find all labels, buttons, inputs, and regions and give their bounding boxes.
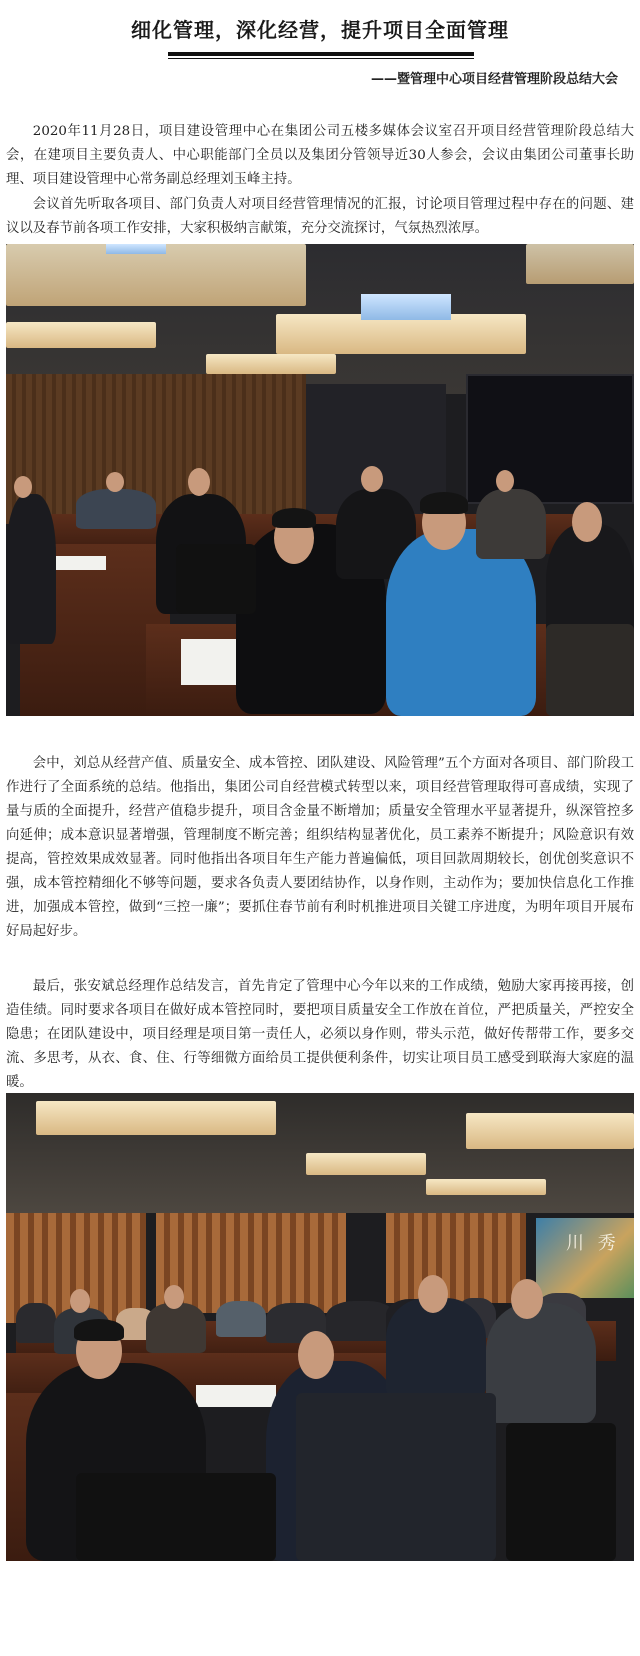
title-rule-thin bbox=[168, 58, 474, 59]
paragraph-1: 2020年11月28日，项目建设管理中心在集团公司五楼多媒体会议室召开项目经营管理阶段总结大会，在建项目主要负责人、中心职能部门全员以及集团分管领导近30人参会，会议由集团公司董事长助理、项目建设管理中心常务副总经理刘玉峰主持。 bbox=[6, 124, 634, 187]
paragraph-3: 会中，刘总从经营产值、质量安全、成本管控、团队建设、风险管理”五个方面对各项目、部门阶段工作进行了全面系统的总结。他指出，集团公司自经营模式转型以来，项目经营管理取得可喜成绩，实现了量与质的全面提升，经营产值稳步提升，项目含金量不断增加；质量安全管理水平显著提升，纵深管控多向延伸；成本意识显著增强，管理制度不断完善；组织结构显著优化，员工素养不断提升；风险意识有效提高，管控效果成效显著。同时他指出各项目年生产能力普遍偏低，项目回款周期较长，创优创奖意识不强，成本管控精细化不够等问题，要求各负责人要团结协作，以身作则，主动作为；要加快信息化工作推进，加强成本管控，做到“三控一廉”；要抓住春节前有利时机推进项目关键工序进度，为明年项目开展布好局起好步。 bbox=[6, 756, 634, 939]
meeting-photo-1 bbox=[6, 244, 634, 716]
title-rule-thick bbox=[168, 52, 474, 56]
article-subtitle: ——暨管理中心项目经营管理阶段总结大会 bbox=[370, 72, 618, 87]
meeting-photo-2 bbox=[6, 1093, 634, 1561]
paragraph-2: 会议首先听取各项目、部门负责人对项目经营管理情况的汇报，讨论项目管理过程中存在的问题、建议以及春节前各项工作安排，大家积极纳言献策，充分交流探讨，气氛热烈浓厚。 bbox=[6, 197, 634, 236]
mural-text: 川 秀 bbox=[566, 1233, 620, 1254]
paragraph-4: 最后，张安斌总经理作总结发言，首先肯定了管理中心今年以来的工作成绩，勉励大家再接再接，创造佳绩。同时要求各项目在做好成本管控同时，要把项目质量安全工作放在首位，严把质量关，严控安全隐患；在团队建设中，项目经理是项目第一责任人，必须以身作则，带头示范，做好传帮带工作，要多交流、多思考，从衣、食、住、行等细微方面给员工提供便利条件，切实让项目员工感受到联海大家庭的温暖。 bbox=[6, 979, 634, 1090]
article-title: 细化管理，深化经营，提升项目全面管理 bbox=[131, 18, 509, 42]
